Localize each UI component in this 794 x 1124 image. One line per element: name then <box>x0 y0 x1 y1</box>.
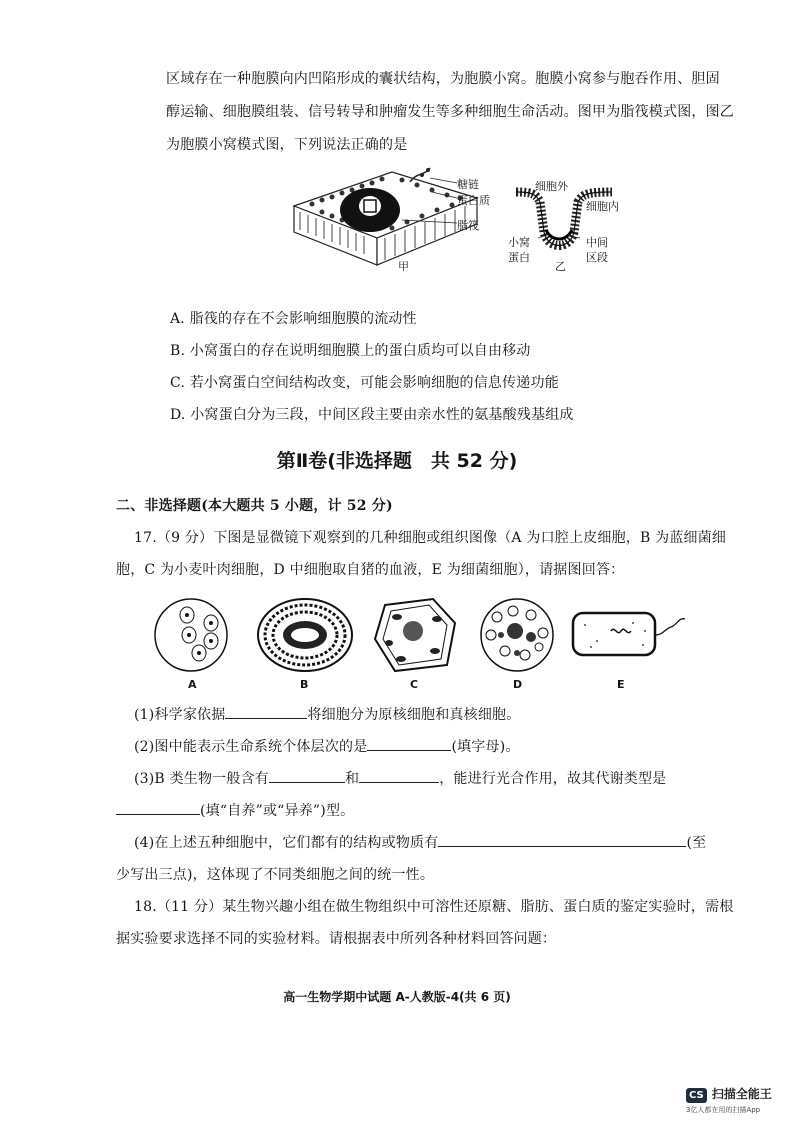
cell-c-image <box>375 599 455 671</box>
scanner-watermark <box>686 1083 772 1115</box>
blank-5[interactable] <box>116 800 200 815</box>
q17-sub2: (2)图中能表示生命系统个体层次的是 (填字母)。 <box>134 736 520 756</box>
option-d: D. 小窝蛋白分为三段，中间区段主要由亲水性的氨基酸残基组成 <box>170 407 574 423</box>
cell-label-b: B <box>300 678 309 691</box>
blank-3[interactable] <box>269 768 345 783</box>
q18-line-1: 18.（11 分）某生物兴趣小组在做生物组织中可溶性还原糖、脂肪、蛋白质的鉴定实验时，需根 <box>134 899 734 915</box>
option-a: A. 脂筏的存在不会影响细胞膜的流动性 <box>170 311 417 327</box>
cell-label-a: A <box>188 678 197 691</box>
q17-line-2: 胞，C 为小麦叶肉细胞，D 中细胞取自猪的血液，E 为细菌细胞），请据图回答： <box>116 562 625 578</box>
label-middle-2: 区段 <box>586 251 608 264</box>
option-b: B. 小窝蛋白的存在说明细胞膜上的蛋白质均可以自由移动 <box>170 343 531 359</box>
label-lipid-raft: 脂筏 <box>457 219 479 232</box>
label-sugar-chain: 糖链 <box>457 178 479 191</box>
cell-b-image <box>258 599 352 671</box>
q17-sub4: (4)在上述五种细胞中，它们都有的结构或物质有 (至 <box>134 832 706 852</box>
cell-label-e: E <box>617 678 625 691</box>
cell-label-d: D <box>513 678 523 691</box>
q17-line-1: 17.（9 分）下图是显微镜下观察到的几种细胞或组织图像（A 为口腔上皮细胞，B 为蓝细菌细 <box>134 530 727 546</box>
cell-d-image <box>481 599 553 671</box>
q17-sub1: (1)科学家依据 将细胞分为原核细胞和真核细胞。 <box>134 704 520 724</box>
blank-6[interactable] <box>438 832 686 847</box>
cell-e-image <box>573 613 685 655</box>
camscanner-logo: CS <box>686 1088 707 1103</box>
intro-line-3: 为胞膜小窝模式图，下列说法正确的是 <box>166 137 408 153</box>
option-c: C. 若小窝蛋白空间结构改变，可能会影响细胞的信息传递功能 <box>170 375 559 391</box>
q17-sub4-cont: 少写出三点)，这体现了不同类细胞之间的统一性。 <box>116 867 435 883</box>
q18-line-2: 据实验要求选择不同的实验材料。请根据表中所列各种材料回答问题： <box>116 931 557 947</box>
blank-1[interactable] <box>225 704 307 719</box>
label-caveolin-1: 小窝 <box>508 236 530 249</box>
intro-line-2: 醇运输、细胞膜组装、信号转导和肿瘤发生等多种细胞生命活动。图甲为脂筏模式图，图乙 <box>166 104 734 120</box>
label-inside-cell: 细胞内 <box>586 200 619 213</box>
q17-sub3: (3)B 类生物一般含有 和 ，能进行光合作用，故其代谢类型是 <box>134 768 666 788</box>
label-caveolin-2: 蛋白 <box>508 251 530 264</box>
label-protein: 蛋白质 <box>457 194 490 207</box>
blank-2[interactable] <box>367 736 451 751</box>
q17-sub3-cont: (填“自养”或“异养”)型。 <box>116 800 354 820</box>
camscanner-name: 扫描全能王 <box>711 1087 772 1101</box>
part-heading: 二、非选择题(本大题共 5 小题，计 52 分) <box>116 498 393 514</box>
section-title: 第Ⅱ卷(非选择题 共 52 分) <box>276 450 518 472</box>
label-outside-cell: 细胞外 <box>535 180 568 193</box>
lipid-raft-figure <box>282 160 482 275</box>
intro-line-1: 区域存在一种胞膜向内凹陷形成的囊状结构，为胞膜小窝。胞膜小窝参与胞吞作用、胆固 <box>166 71 720 87</box>
figure-jia-caption: 甲 <box>398 260 409 273</box>
cell-images <box>145 595 705 675</box>
figure-yi-caption: 乙 <box>555 260 566 273</box>
cell-a-image <box>155 599 227 671</box>
cell-label-c: C <box>410 678 419 691</box>
label-middle-1: 中间 <box>586 236 608 249</box>
blank-4[interactable] <box>359 768 439 783</box>
camscanner-tagline: 3亿人都在用的扫描App <box>686 1106 761 1114</box>
page-footer: 高一生物学期中试题 A-人教版-4(共 6 页) <box>283 990 511 1004</box>
